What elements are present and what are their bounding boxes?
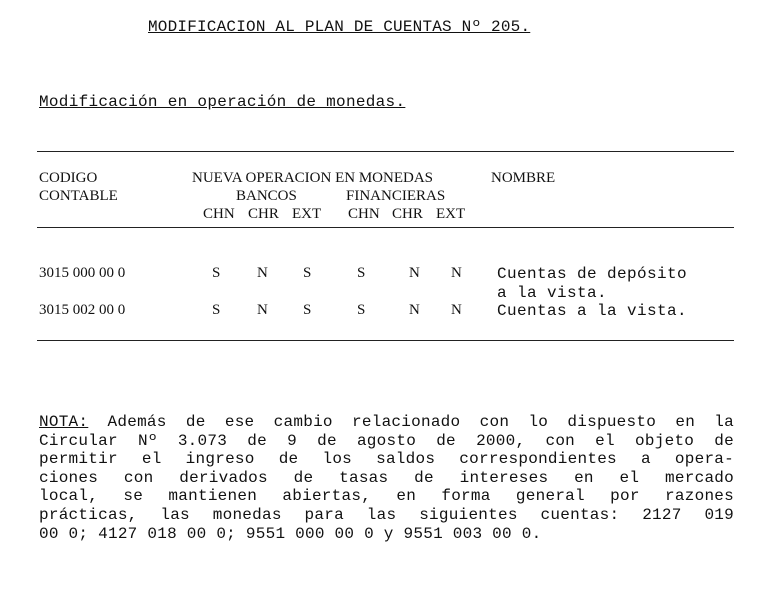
- row-financieras-chn: S: [357, 265, 366, 281]
- section-subtitle: Modificación en operación de monedas.: [39, 93, 406, 111]
- row-financieras-chr: N: [409, 265, 420, 281]
- row-bancos-chn: S: [212, 265, 221, 281]
- header-financieras-ext: EXT: [436, 206, 466, 222]
- header-bancos: BANCOS: [236, 188, 297, 204]
- note-paragraph: [39, 413, 734, 543]
- row-financieras-chr: N: [409, 302, 420, 318]
- note-line: permitir el ingreso de los saldos correspondientes a opera-: [39, 450, 734, 469]
- header-nombre: NOMBRE: [491, 170, 556, 186]
- row-financieras-chn: S: [357, 302, 366, 318]
- header-codigo-line2: CONTABLE: [39, 188, 118, 204]
- page-title: MODIFICACION AL PLAN DE CUENTAS Nº 205.: [148, 18, 531, 36]
- note-line: Circular Nº 3.073 de 9 de agosto de 2000, con el objeto de: [39, 431, 734, 450]
- note-line: prácticas, las monedas para las siguientes cuentas: 2127 019: [39, 505, 734, 524]
- row-nombre-line1: Cuentas de depósito: [497, 265, 688, 283]
- row-bancos-chr: N: [257, 302, 268, 318]
- note-label: NOTA:: [39, 413, 89, 431]
- header-bancos-ext: EXT: [292, 206, 322, 222]
- header-bancos-chr: CHR: [248, 206, 279, 222]
- table-header-rule: [37, 227, 734, 228]
- header-financieras-chr: CHR: [392, 206, 423, 222]
- note-line: local, se mantienen abiertas, en forma general por razones: [39, 487, 734, 506]
- row-bancos-chr: N: [257, 265, 268, 281]
- row-financieras-ext: N: [451, 265, 462, 281]
- row-nombre-line1: Cuentas a la vista.: [497, 302, 688, 320]
- header-financieras: FINANCIERAS: [346, 188, 446, 204]
- header-operacion: NUEVA OPERACION EN MONEDAS: [192, 170, 433, 186]
- table-bottom-rule: [37, 340, 734, 341]
- header-financieras-chn: CHN: [348, 206, 380, 222]
- row-codigo: 3015 002 00 0: [39, 302, 126, 318]
- table-top-rule: [37, 151, 734, 152]
- header-bancos-chn: CHN: [203, 206, 235, 222]
- note-line: 00 0; 4127 018 00 0; 9551 000 00 0 y 9551 003 00 0.: [39, 524, 542, 543]
- note-line: ciones con derivados de tasas de intereses en el mercado: [39, 468, 734, 487]
- header-codigo-line1: CODIGO: [39, 170, 98, 186]
- row-financieras-ext: N: [451, 302, 462, 318]
- row-bancos-ext: S: [303, 265, 312, 281]
- row-bancos-chn: S: [212, 302, 221, 318]
- note-line: NOTA: Además de ese cambio relacionado con lo dispuesto en la: [39, 413, 734, 431]
- row-nombre-line2: a la vista.: [497, 284, 608, 302]
- row-bancos-ext: S: [303, 302, 312, 318]
- row-codigo: 3015 000 00 0: [39, 265, 126, 281]
